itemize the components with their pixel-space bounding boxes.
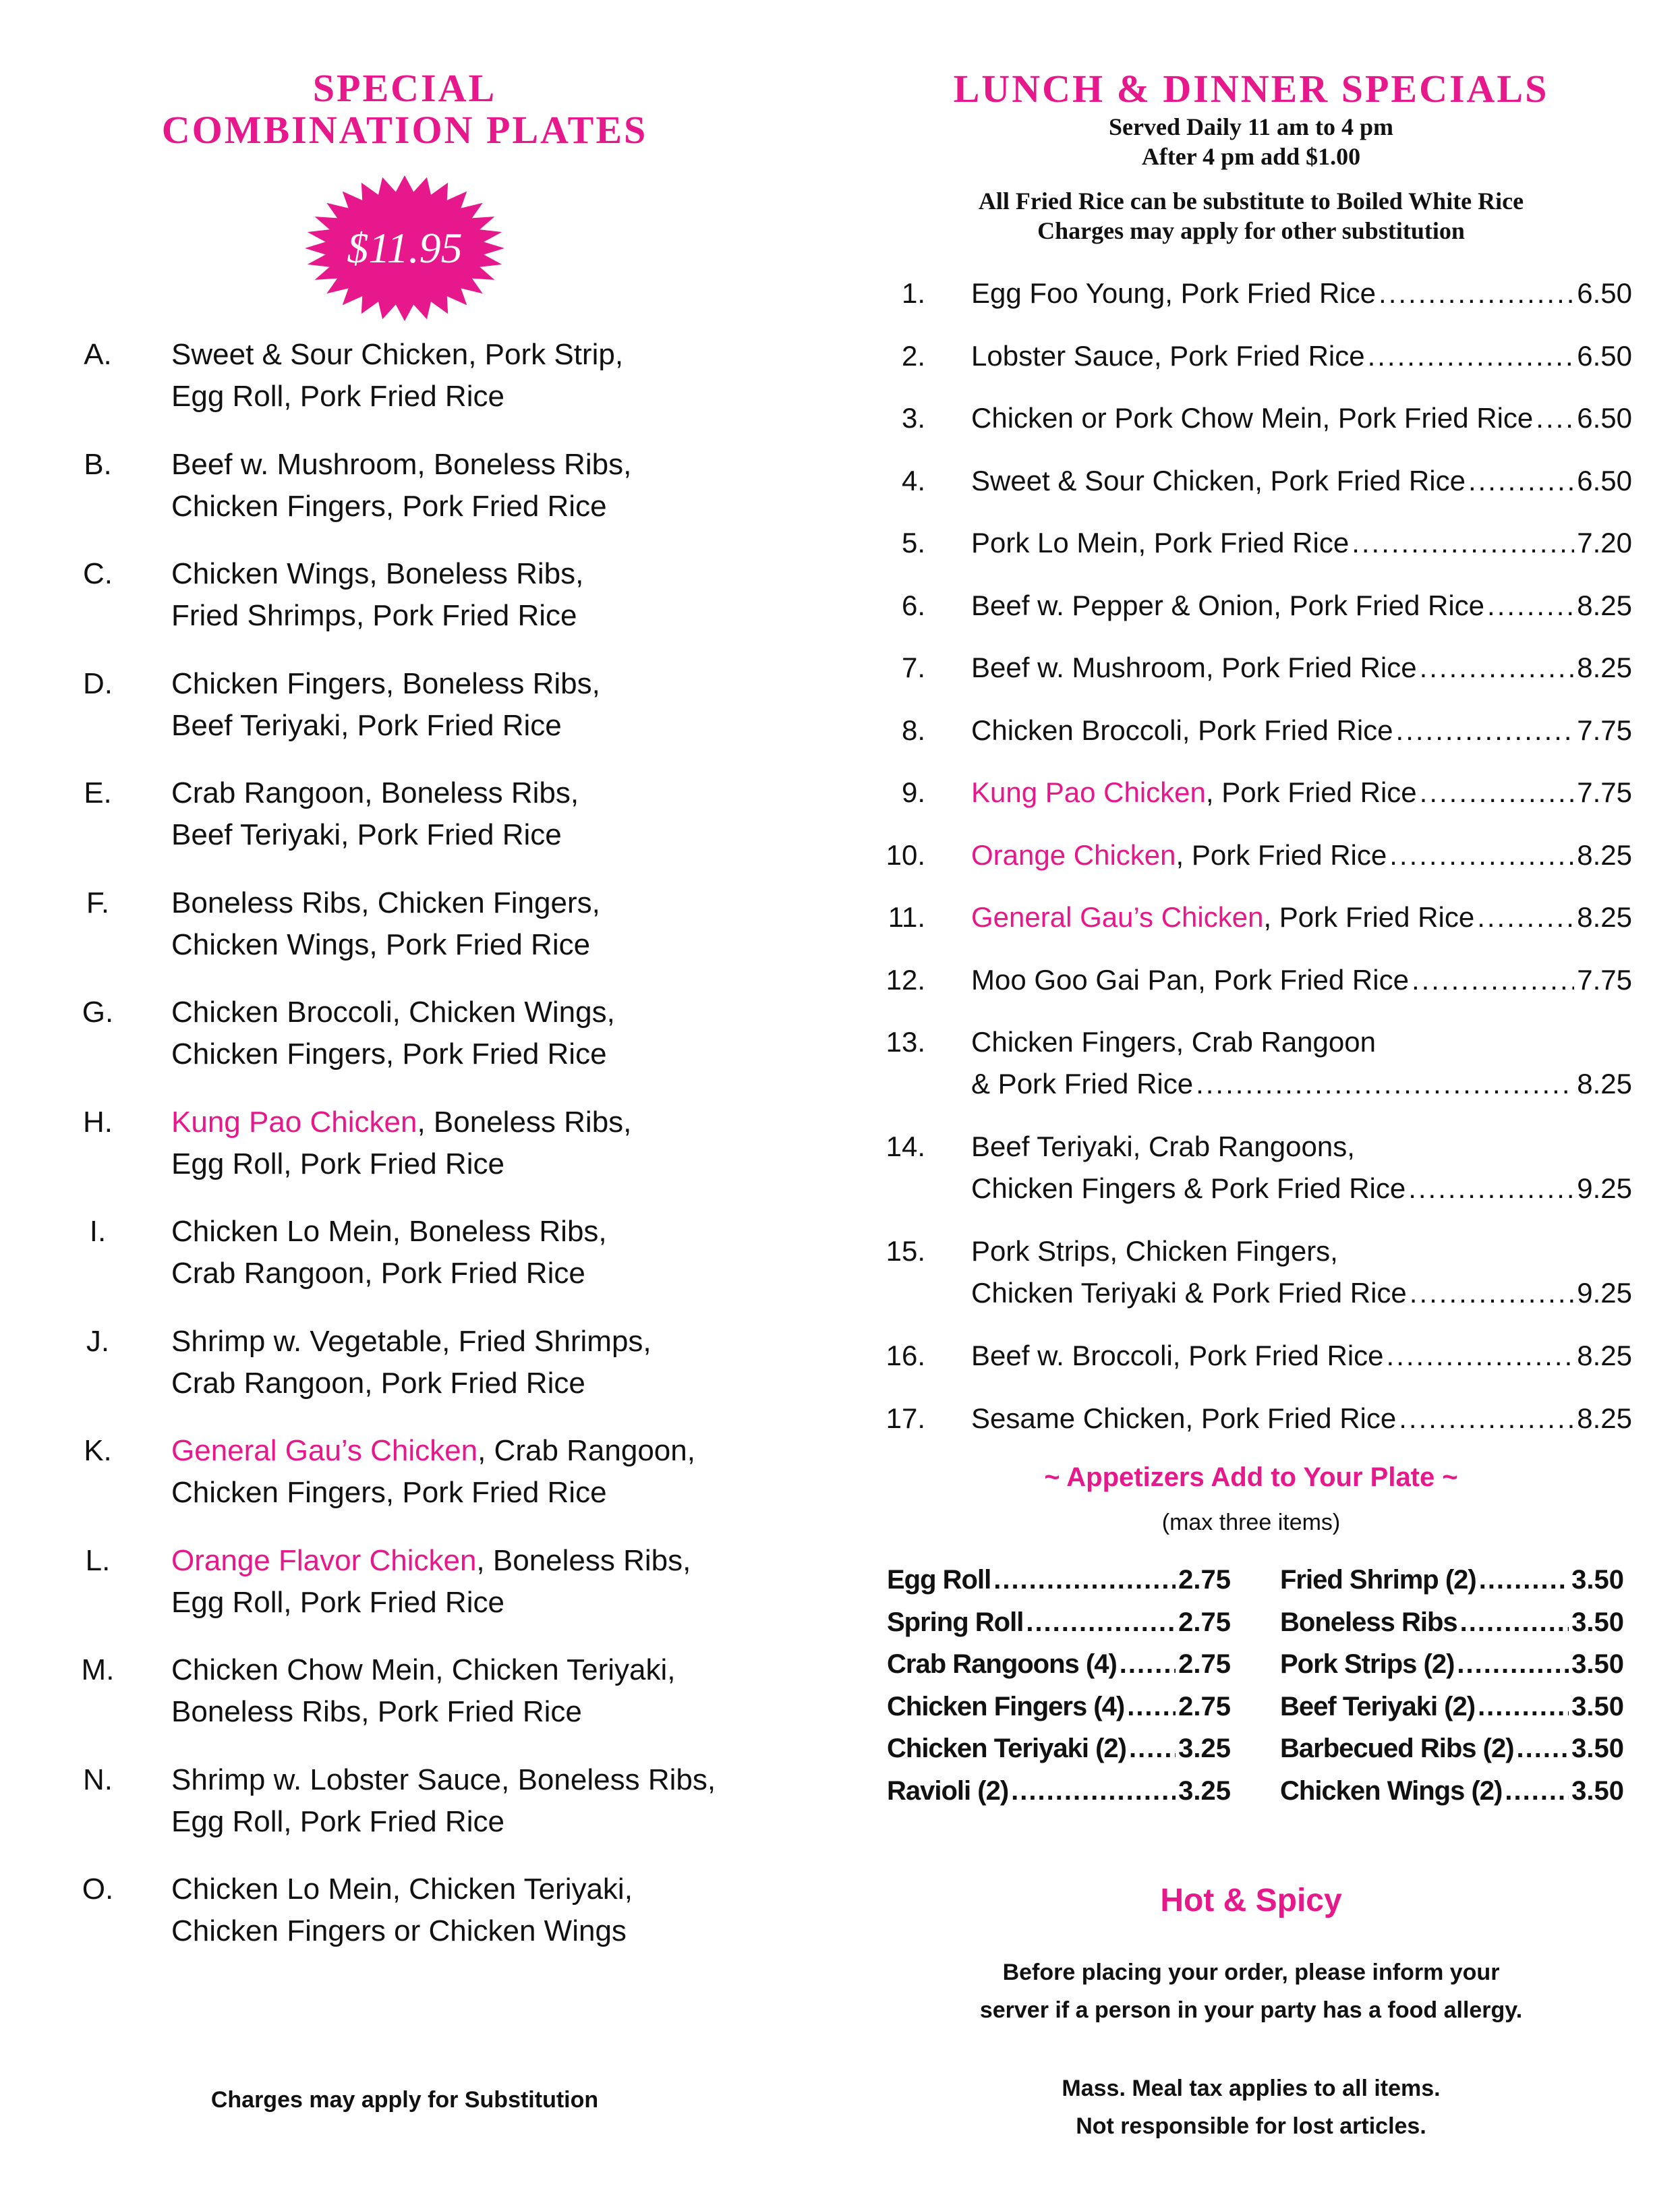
appetizer-name: Chicken Teriyaki (2) (887, 1734, 1126, 1763)
combo-letter: M. (81, 1653, 115, 1686)
special-line-2 (971, 1272, 1632, 1314)
special-price: 8.25 (1577, 589, 1632, 621)
combo-item (61, 1540, 769, 1629)
special-price: 8.25 (1577, 652, 1632, 683)
price-badge (303, 174, 506, 322)
special-text: Beef w. Broccoli, Pork Fried Rice (971, 1340, 1384, 1371)
combo-description (171, 444, 778, 527)
combo-letter: H. (83, 1105, 113, 1139)
special-text: Pork Lo Mein, Pork Fried Rice (971, 527, 1350, 559)
combo-letter: G. (82, 996, 114, 1029)
dot-leader (1517, 1734, 1569, 1764)
dot-leader (1477, 896, 1574, 938)
special-text-line-2: Chicken Teriyaki & Pork Fried Rice (971, 1277, 1407, 1309)
appetizer-price: 3.50 (1571, 1775, 1624, 1806)
special-line-2 (971, 1063, 1632, 1105)
appetizer-item (887, 1649, 1231, 1680)
special-text: , Pork Fried Rice (1205, 776, 1417, 808)
combo-letter: B. (84, 447, 112, 481)
appetizer-name: Pork Strips (2) (1280, 1649, 1455, 1679)
combo-price: $11.95 (347, 224, 463, 272)
special-price: 8.25 (1577, 1068, 1632, 1100)
dot-leader (1387, 1335, 1575, 1377)
special-number: 2. (901, 339, 925, 372)
special-number: 1. (901, 277, 925, 309)
combo-description (171, 1102, 778, 1185)
special-price: 8.25 (1577, 901, 1632, 933)
appetizer-price: 3.50 (1571, 1565, 1624, 1595)
combo-item (61, 1211, 769, 1300)
special-line-1 (971, 397, 1632, 439)
combo-line-2: Crab Rangoon, Pork Fried Rice (171, 1257, 585, 1290)
special-text: Sweet & Sour Chicken, Pork Fried Rice (971, 464, 1466, 496)
combo-description (171, 1321, 778, 1404)
combo-line-1 (171, 1211, 778, 1253)
combo-line-1-text: , Boneless Ribs, (417, 1105, 632, 1139)
combo-description (171, 1540, 778, 1624)
special-number: 16. (886, 1340, 925, 1371)
combo-line-1 (171, 1868, 778, 1910)
combo-item (61, 1868, 769, 1958)
appetizers-heading: ~ Appetizers Add to Your Plate ~ (1044, 1462, 1458, 1492)
appetizers-subheading: (max three items) (1161, 1510, 1341, 1535)
dot-leader (1196, 1063, 1574, 1105)
lunch-dinner-title: LUNCH & DINNER SPECIALS (953, 67, 1549, 111)
combo-line-1 (171, 1321, 778, 1363)
combo-description (171, 1868, 778, 1952)
special-number: 7. (901, 652, 925, 683)
combo-description (171, 1649, 778, 1733)
combo-line-2: Crab Rangoon, Pork Fried Rice (171, 1366, 585, 1400)
combo-letter: E. (84, 776, 112, 809)
combo-line-2: Egg Roll, Pork Fried Rice (171, 1585, 504, 1619)
special-price: 7.75 (1577, 963, 1632, 996)
appetizer-item (1280, 1734, 1624, 1764)
special-text: , Pork Fried Rice (1176, 838, 1387, 871)
combo-line-1 (171, 1649, 778, 1691)
special-price: 9.25 (1577, 1277, 1632, 1309)
special-number: 15. (886, 1235, 925, 1267)
combo-item (61, 1430, 769, 1519)
special-text-line-2: Chicken Fingers & Pork Fried Rice (971, 1172, 1406, 1204)
combo-line-2: Beef Teriyaki, Pork Fried Rice (171, 818, 562, 851)
combo-highlight: Kung Pao Chicken (171, 1105, 417, 1139)
combo-line-2: Beef Teriyaki, Pork Fried Rice (171, 708, 562, 742)
special-price: 7.20 (1577, 527, 1632, 559)
special-text: Lobster Sauce, Pork Fried Rice (971, 339, 1365, 372)
dot-leader (1457, 1649, 1569, 1680)
special-number: 10. (886, 838, 925, 871)
special-line-1 (971, 896, 1632, 938)
combo-line-1-text: , Crab Rangoon, (477, 1434, 695, 1467)
special-line-1 (971, 522, 1632, 564)
special-line-1 (971, 585, 1632, 627)
combo-line-1-text: Crab Rangoon, Boneless Ribs, (171, 776, 579, 809)
combo-letter: C. (83, 557, 113, 590)
dot-leader (1396, 710, 1575, 751)
combo-line-2: Chicken Fingers or Chicken Wings (171, 1914, 627, 1947)
combo-letter: N. (83, 1763, 113, 1796)
special-line-1 (971, 1021, 1632, 1063)
special-line-1 (971, 959, 1632, 1001)
special-highlight: Orange Chicken (971, 838, 1176, 871)
special-number: 14. (886, 1131, 925, 1162)
dot-leader (1129, 1734, 1176, 1764)
special-number: 9. (901, 776, 925, 808)
special-text-line-2: & Pork Fried Rice (971, 1068, 1194, 1100)
combo-line-1 (171, 663, 778, 705)
title-line-1: SPECIAL (312, 66, 497, 110)
charges-note: Charges may apply for other substitution (1037, 217, 1465, 244)
combo-line-1 (171, 1430, 778, 1472)
appetizer-name: Beef Teriyaki (2) (1280, 1691, 1476, 1721)
special-number: 8. (901, 714, 925, 746)
special-line-1 (971, 1398, 1632, 1439)
tax-note: Mass. Meal tax applies to all items. (1062, 2076, 1441, 2101)
appetizer-item (887, 1607, 1231, 1638)
special-text: Sesame Chicken, Pork Fried Rice (971, 1402, 1397, 1434)
dot-leader (1536, 397, 1574, 439)
appetizer-name: Boneless Ribs (1280, 1607, 1457, 1637)
dot-leader (1368, 335, 1575, 377)
special-line-1 (971, 647, 1632, 689)
special-line-1 (971, 834, 1632, 876)
combo-line-2: Chicken Fingers, Pork Fried Rice (171, 489, 607, 523)
combo-line-1 (171, 772, 778, 814)
special-price: 6.50 (1577, 339, 1632, 372)
appetizer-name: Chicken Fingers (4) (887, 1691, 1125, 1721)
special-text: Beef w. Mushroom, Pork Fried Rice (971, 652, 1417, 683)
combo-description (171, 334, 778, 418)
special-number: 11. (888, 901, 925, 933)
special-number: 12. (886, 963, 925, 996)
special-line-2 (971, 1168, 1632, 1209)
special-number: 4. (901, 464, 925, 496)
combo-line-1 (171, 1759, 778, 1801)
combo-letter: I. (89, 1215, 107, 1248)
appetizer-name: Ravioli (2) (887, 1775, 1009, 1806)
special-number: 3. (901, 402, 925, 434)
combo-line-1 (171, 1102, 778, 1143)
combo-line-1 (171, 334, 778, 376)
combo-item (61, 1759, 769, 1848)
combo-line-1-text: Chicken Fingers, Boneless Ribs, (171, 666, 600, 700)
combo-letter: D. (83, 666, 113, 700)
combo-item (61, 444, 769, 533)
combo-line-1-text: , Boneless Ribs, (476, 1543, 691, 1577)
special-line-1 (971, 1126, 1632, 1168)
appetizer-price: 3.50 (1571, 1691, 1624, 1721)
appetizer-item (1280, 1692, 1624, 1722)
special-price: 6.50 (1577, 402, 1632, 434)
dot-leader (1011, 1776, 1176, 1806)
combo-item (61, 1321, 769, 1410)
special-highlight: Kung Pao Chicken (971, 776, 1206, 808)
special-text: , Pork Fried Rice (1263, 901, 1475, 933)
combo-line-2: Fried Shrimps, Pork Fried Rice (171, 599, 577, 632)
special-price: 6.50 (1577, 464, 1632, 496)
appetizer-price: 2.75 (1178, 1565, 1231, 1595)
appetizer-item (887, 1692, 1231, 1722)
special-text: Beef w. Pepper & Onion, Pork Fried Rice (971, 589, 1485, 621)
special-price: 9.25 (1577, 1172, 1632, 1204)
appetizer-item (887, 1776, 1231, 1806)
combo-item (61, 772, 769, 861)
combo-item (61, 334, 769, 423)
special-price: 8.25 (1577, 838, 1632, 871)
title-line-2: COMBINATION PLATES (161, 108, 648, 152)
dot-leader (1026, 1607, 1176, 1638)
combination-plates-title (101, 67, 708, 151)
special-text: Moo Goo Gai Pan, Pork Fried Rice (971, 963, 1409, 996)
substitution-note: Charges may apply for Substitution (210, 2087, 599, 2113)
dot-leader (1408, 1168, 1574, 1209)
special-price: 8.25 (1577, 1402, 1632, 1434)
combo-description (171, 1430, 778, 1514)
appetizer-price: 2.75 (1178, 1691, 1231, 1721)
special-price: 6.50 (1577, 277, 1632, 309)
appetizer-name: Egg Roll (887, 1565, 991, 1595)
combo-letter: L. (85, 1543, 111, 1577)
dot-leader (1487, 585, 1574, 627)
combo-highlight: Orange Flavor Chicken (171, 1543, 477, 1577)
combo-description (171, 1759, 778, 1843)
dot-leader (1389, 834, 1574, 876)
special-text: Chicken Broccoli, Pork Fried Rice (971, 714, 1393, 746)
allergy-line-1: Before placing your order, please inform your (1002, 1960, 1500, 1985)
combo-line-1-text: Chicken Chow Mein, Chicken Teriyaki, (171, 1653, 676, 1686)
combo-line-1 (171, 444, 778, 486)
special-number: 13. (886, 1026, 925, 1058)
combo-item (61, 992, 769, 1081)
appetizer-item (1280, 1607, 1624, 1638)
combo-line-1 (171, 553, 778, 595)
combo-line-1-text: Chicken Lo Mein, Chicken Teriyaki, (171, 1873, 633, 1906)
appetizer-item (1280, 1649, 1624, 1680)
combo-item (61, 663, 769, 752)
combo-letter: F. (86, 886, 110, 919)
special-highlight: General Gau’s Chicken (971, 901, 1264, 933)
special-line-1 (971, 335, 1632, 377)
combo-description (171, 663, 778, 747)
combo-line-1-text: Shrimp w. Vegetable, Fried Shrimps, (171, 1324, 651, 1358)
appetizer-price: 3.50 (1571, 1607, 1624, 1637)
appetizer-item (1280, 1776, 1624, 1806)
appetizer-item (887, 1734, 1231, 1764)
appetizer-name: Spring Roll (887, 1607, 1024, 1637)
special-text: Egg Foo Young, Pork Fried Rice (971, 277, 1377, 309)
appetizer-name: Crab Rangoons (4) (887, 1649, 1117, 1679)
combo-letter: K. (84, 1434, 112, 1467)
combo-line-2: Chicken Wings, Pork Fried Rice (171, 928, 591, 961)
dot-leader (1468, 460, 1574, 502)
combo-line-1-text: Chicken Lo Mein, Boneless Ribs, (171, 1215, 607, 1248)
dot-leader (1420, 647, 1575, 689)
appetizer-price: 3.50 (1571, 1734, 1624, 1763)
combo-line-1 (171, 1540, 778, 1582)
special-text: Pork Strips, Chicken Fingers, (971, 1235, 1338, 1267)
special-price: 8.25 (1577, 1340, 1632, 1371)
allergy-line-2: server if a person in your party has a food allergy. (979, 1997, 1523, 2023)
appetizer-price: 3.25 (1178, 1775, 1231, 1806)
combo-item (61, 1102, 769, 1191)
appetizer-name: Barbecued Ribs (2) (1280, 1734, 1514, 1763)
combo-item (61, 882, 769, 971)
combo-line-1-text: Sweet & Sour Chicken, Pork Strip, (171, 338, 624, 371)
combo-line-1-text: Shrimp w. Lobster Sauce, Boneless Ribs, (171, 1763, 716, 1796)
combo-letter: J. (86, 1324, 110, 1358)
special-line-1 (971, 772, 1632, 814)
dot-leader (1460, 1607, 1569, 1638)
dot-leader (1420, 772, 1575, 814)
combo-line-2: Egg Roll, Pork Fried Rice (171, 380, 504, 413)
dot-leader (1127, 1692, 1176, 1722)
combo-highlight: General Gau’s Chicken (171, 1434, 478, 1467)
combo-line-2: Chicken Fingers, Pork Fried Rice (171, 1476, 607, 1509)
combo-line-1-text: Beef w. Mushroom, Boneless Ribs, (171, 447, 632, 481)
special-text: Beef Teriyaki, Crab Rangoons, (971, 1131, 1355, 1162)
combo-description (171, 1211, 778, 1294)
special-number: 6. (901, 589, 925, 621)
combo-item (61, 553, 769, 642)
special-number: 17. (886, 1402, 925, 1434)
special-number: 5. (901, 527, 925, 559)
combo-line-2: Chicken Fingers, Pork Fried Rice (171, 1037, 607, 1071)
combo-line-2: Boneless Ribs, Pork Fried Rice (171, 1695, 582, 1728)
appetizer-item (887, 1565, 1231, 1595)
combo-line-1 (171, 992, 778, 1033)
dot-leader (1478, 1692, 1569, 1722)
dot-leader (1410, 1272, 1574, 1314)
combo-line-1-text: Chicken Wings, Boneless Ribs, (171, 557, 584, 590)
dot-leader (1120, 1649, 1176, 1680)
served-hours: Served Daily 11 am to 4 pm (1109, 113, 1393, 140)
dot-leader (1505, 1776, 1569, 1806)
dot-leader (1479, 1565, 1569, 1595)
lost-articles-note: Not responsible for lost articles. (1076, 2113, 1426, 2139)
appetizer-price: 3.25 (1178, 1734, 1231, 1763)
special-line-1 (971, 1335, 1632, 1377)
appetizer-name: Chicken Wings (2) (1280, 1775, 1503, 1806)
combo-description (171, 553, 778, 637)
after-hours-note: After 4 pm add $1.00 (1141, 143, 1361, 170)
combo-line-1-text: Chicken Broccoli, Chicken Wings, (171, 996, 615, 1029)
special-line-1 (971, 460, 1632, 502)
dot-leader (993, 1565, 1176, 1595)
appetizer-price: 2.75 (1178, 1607, 1231, 1637)
dot-leader (1352, 522, 1574, 564)
special-text: Chicken Fingers, Crab Rangoon (971, 1026, 1376, 1058)
combo-item (61, 1649, 769, 1738)
combo-line-1-text: Boneless Ribs, Chicken Fingers, (171, 886, 600, 919)
hot-spicy-label: Hot & Spicy (1160, 1883, 1342, 1918)
combo-letter: O. (82, 1873, 114, 1906)
special-price: 7.75 (1577, 714, 1632, 746)
combo-line-2: Egg Roll, Pork Fried Rice (171, 1147, 504, 1180)
dot-leader (1399, 1398, 1574, 1439)
appetizer-price: 3.50 (1571, 1649, 1624, 1679)
combo-description (171, 992, 778, 1075)
appetizer-price: 2.75 (1178, 1649, 1231, 1679)
special-text: Chicken or Pork Chow Mein, Pork Fried Rice (971, 402, 1534, 434)
dot-leader (1412, 959, 1574, 1001)
combo-letter: A. (84, 338, 112, 371)
combo-description (171, 772, 778, 856)
special-line-1 (971, 710, 1632, 751)
combo-description (171, 882, 778, 966)
combo-line-1 (171, 882, 778, 924)
fried-rice-note: All Fried Rice can be substitute to Boiled White Rice (978, 188, 1524, 215)
special-line-1 (971, 1230, 1632, 1272)
appetizer-name: Fried Shrimp (2) (1280, 1565, 1476, 1595)
combo-line-2: Egg Roll, Pork Fried Rice (171, 1804, 504, 1838)
special-price: 7.75 (1577, 776, 1632, 808)
appetizer-item (1280, 1565, 1624, 1595)
special-line-1 (971, 273, 1632, 314)
dot-leader (1379, 273, 1574, 314)
